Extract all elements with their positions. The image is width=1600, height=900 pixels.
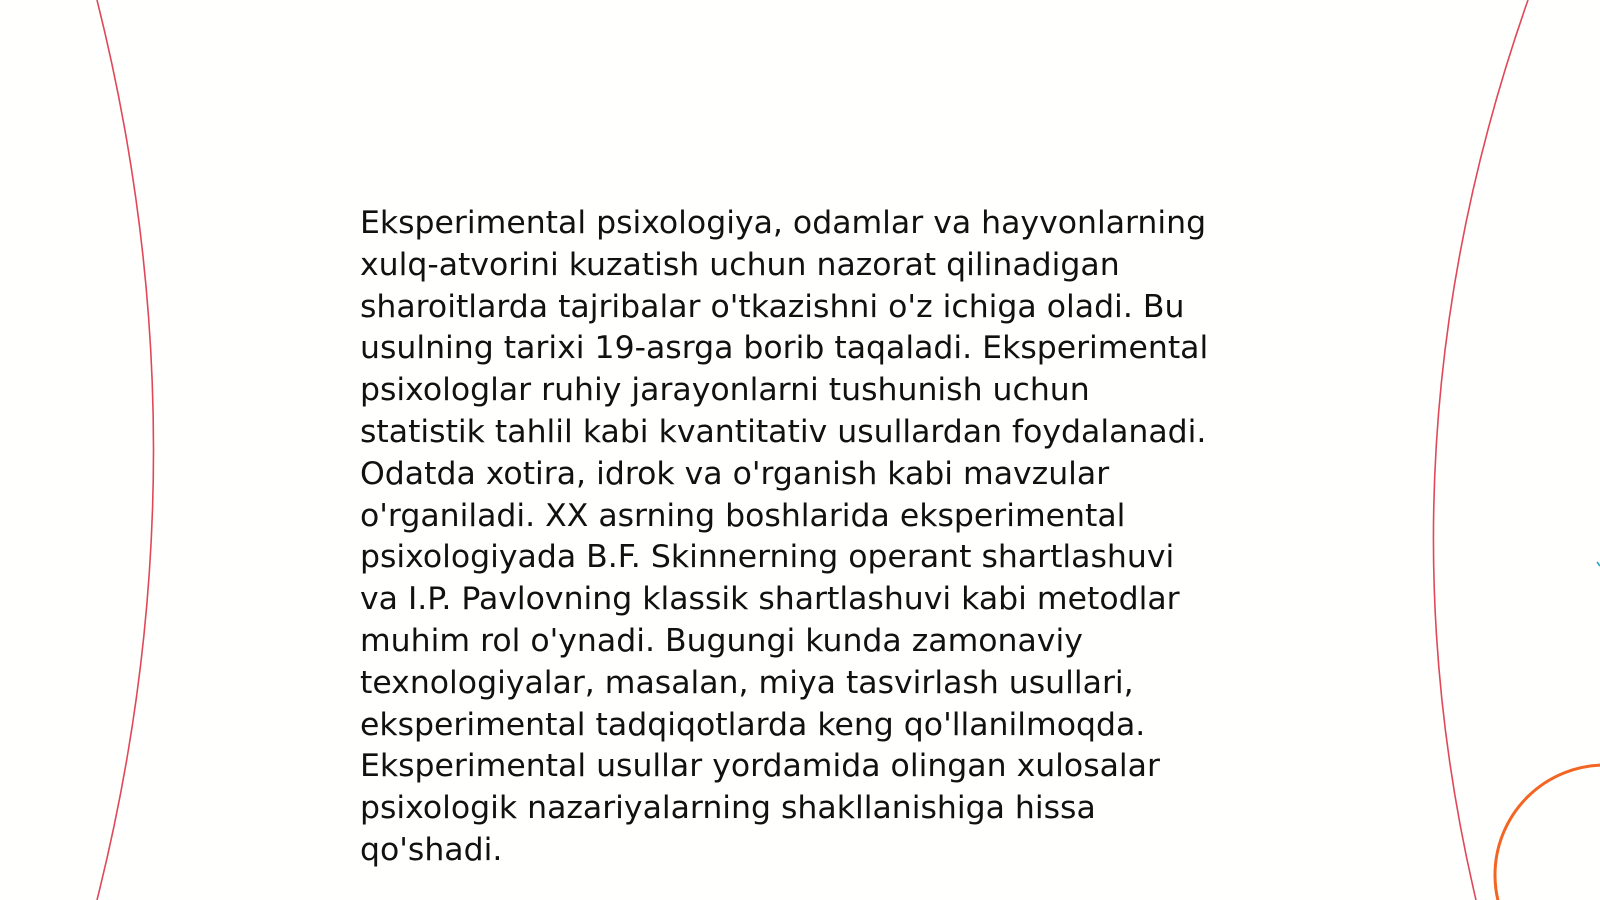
paragraph-line: eksperimental tadqiqotlarda keng qo'llanilmoqda. — [360, 706, 1146, 743]
paragraph-line: Odatda xotira, idrok va o'rganish kabi mavzular — [360, 455, 1110, 492]
paragraph-line: xulq-atvorini kuzatish uchun nazorat qilinadigan — [360, 246, 1120, 283]
paragraph-line: Eksperimental usullar yordamida olingan xulosalar — [360, 748, 1160, 785]
paragraph-line: va I.P. Pavlovning klassik shartlashuvi kabi metodlar — [360, 581, 1180, 618]
paragraph-line: qo'shadi. — [360, 831, 503, 868]
body-paragraph — [360, 203, 1240, 872]
paragraph-line: psixologlar ruhiy jarayonlarni tushunish uchun — [360, 372, 1090, 409]
right-curve-line — [1433, 0, 1528, 900]
paragraph-line: texnologiyalar, masalan, miya tasvirlash usullari, — [360, 664, 1134, 701]
paragraph-line: sharoitlarda tajribalar o'tkazishni o'z ichiga oladi. Bu — [360, 288, 1185, 325]
paragraph-line: usulning tarixi 19-asrga borib taqaladi. Eksperimental — [360, 330, 1209, 367]
paragraph-line: Eksperimental psixologiya, odamlar va hayvonlarning — [360, 205, 1207, 241]
paragraph-line: psixologiyada B.F. Skinnerning operant shartlashuvi — [360, 539, 1175, 576]
left-curve-line — [97, 0, 154, 900]
paragraph-line: statistik tahlil kabi kvantitativ usullardan foydalanadi. — [360, 413, 1207, 450]
paragraph-line: o'rganiladi. XX asrning boshlarida eksperimental — [360, 497, 1126, 534]
paragraph-line: psixologik nazariyalarning shakllanishiga hissa — [360, 790, 1096, 827]
corner-ring-shape — [1495, 765, 1600, 900]
paragraph-line: muhim rol o'ynadi. Bugungi kunda zamonaviy — [360, 622, 1083, 659]
